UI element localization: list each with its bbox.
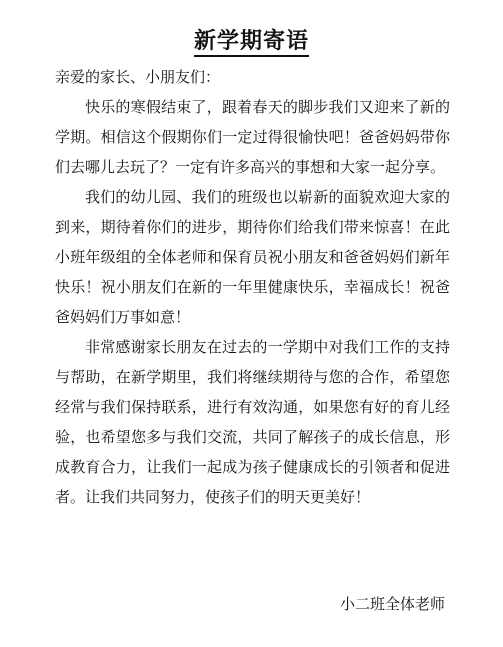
greeting-line: 亲爱的家长、小朋友们： bbox=[55, 68, 221, 86]
document-title-text: 新学期寄语 bbox=[194, 28, 309, 57]
document-body bbox=[55, 62, 450, 512]
paragraph-2: 我们的幼儿园、我们的班级也以崭新的面貌欢迎大家的到来，期待着你们的进步，期待你们给我们带来惊喜！在此小班年级组的全体老师和保育员祝小朋友和爸爸妈妈们新年快乐！祝小朋友们在新的一年里健康快乐，幸福成长！祝爸爸妈妈们万事如意！ bbox=[55, 188, 450, 326]
paragraph-1: 快乐的寒假结束了，跟着春天的脚步我们又迎来了新的学期。相信这个假期你们一定过得很愉快吧！爸爸妈妈带你们去哪儿去玩了？一定有许多高兴的事想和大家一起分享。 bbox=[55, 98, 450, 176]
paragraph-3: 非常感谢家长朋友在过去的一学期中对我们工作的支持与帮助，在新学期里，我们将继续期待与您的合作，希望您经常与我们保持联系，进行有效沟通，如果您有好的育儿经验，也希望您多与我们交流，共同了解孩子的成长信息，形成教育合力，让我们一起成为孩子健康成长的引领者和促进者。让我们共同努力，使孩子们的明天更美好！ bbox=[55, 338, 450, 506]
document-title bbox=[0, 26, 503, 56]
signature: 小二班全体老师 bbox=[339, 595, 445, 613]
